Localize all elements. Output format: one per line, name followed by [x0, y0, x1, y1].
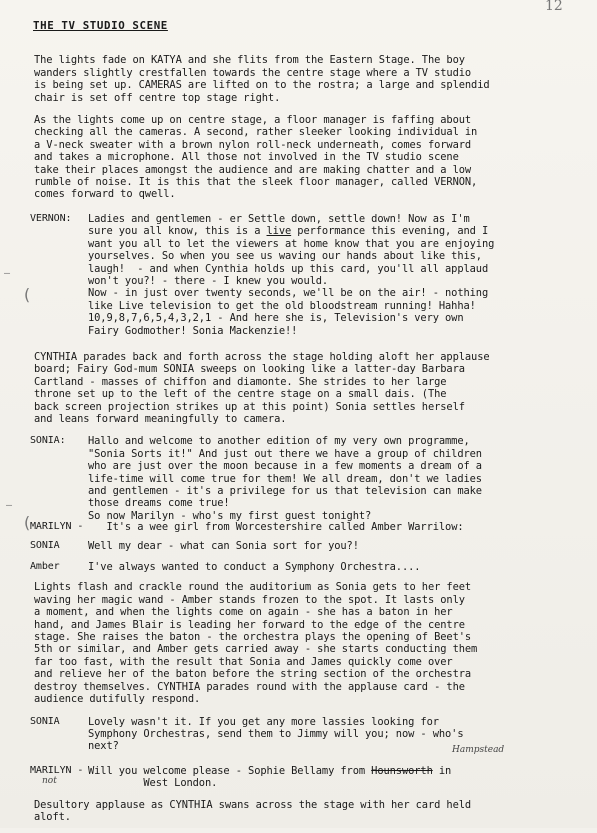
dialogue-sonia-2: [30, 540, 590, 552]
dialogue-line: It's a wee girl from Worcestershire called Amber Warrilow:: [88, 521, 464, 534]
margin-bracket-mark: (: [22, 513, 32, 532]
margin-dash-mark: —: [4, 268, 11, 279]
dialogue-line: Lovely wasn't it. If you get any more lassies looking for Symphony Orchestras, send them to Jimmy will you; now - who's next?: [88, 715, 464, 753]
struck-word: Hounsworth: [371, 764, 433, 777]
dialogue-line: Ladies and gentlemen - er Settle down, settle down! Now as I'm sure you all know, this is a live performance this evening, and I want you all to let the viewers at home know that you are enjoying yourselves. So when you see us waving our hands about like this, laugh! - and when Cynthia holds up this card, you'll all applaud won't you?! - there - I knew you would. Now - in just over twenty seconds, we'll be on the air! - nothing like Live television to get the old bloodstream running! Hahha! 10,9,8,7,6,5,4,3,2,1 - And here she is, Television's very own Fairy Godmother! Sonia Mackenzie!!: [88, 212, 495, 337]
scene-title: THE TV STUDIO SCENE: [33, 19, 168, 32]
dialogue-line: Well my dear - what can Sonia sort for you?!: [88, 539, 359, 552]
dialogue-amber: [30, 561, 590, 573]
speaker-name: SONIA: [30, 715, 60, 727]
page-number: 12: [545, 0, 563, 14]
margin-dash-mark: —: [6, 500, 13, 511]
dialogue-vernon: [30, 213, 590, 337]
speaker-name: VERNON:: [30, 212, 72, 224]
dialogue-line: Will you welcome please - Sophie Bellamy from Hounsworth in West London.: [88, 764, 452, 790]
stage-direction-4: Lights flash and crackle round the auditorium as Sonia gets to her feet waving her magic wand - Amber stands frozen to the spot. It lasts only a moment, and when the lights come on again - she has a baton in her hand, and James Blair is leading her forward to the edge of the centre stage. She raises the baton - the orchestra plays the opening of Beet's 5th or similar, and Amber gets carried away - she starts conducting them far too fast, with the result that Sonia and James quickly come over and relieve her of the baton before the string section of the orchestra destroy themselves. CYNTHIA parades round with the applause card - the audience dutifully respond.: [34, 581, 478, 706]
speaker-name: SONIA:: [30, 435, 66, 447]
handwritten-correction: Hampstead: [452, 745, 505, 755]
speaker-name: MARILYN -: [30, 764, 84, 776]
margin-bracket-mark: (: [22, 285, 32, 304]
stage-direction-1: The lights fade on KATYA and she flits from the Eastern Stage. The boy wanders slightly crestfallen towards the centre stage where a TV studio is being set up. CAMERAS are lifted on to the rostra; a large and splendid chair is set off centre top stage right.: [34, 54, 490, 104]
script-body: [30, 20, 590, 833]
emphasis-live: live: [266, 225, 292, 238]
handwritten-margin-note: not: [42, 776, 57, 786]
dialogue-marilyn-2: [30, 765, 590, 790]
stage-direction-3: CYNTHIA parades back and forth across the stage holding aloft her applause board; Fairy God-mum SONIA sweeps on looking like a latter-day Barbara Cartland - masses of chiffon and diamonte. She strides to her large throne set up to the left of the centre stage on a small dais. (The back screen projection strikes up at this point) Sonia settles herself and leans forward meaningfully to camera.: [34, 350, 490, 425]
dialogue-marilyn-1: [30, 521, 590, 533]
speaker-name: Amber: [30, 561, 60, 573]
stage-direction-5: Desultory applause as CYNTHIA swans across the stage with her card held aloft.: [34, 798, 472, 823]
dialogue-sonia-3: [30, 716, 590, 753]
stage-direction-2: As the lights come up on centre stage, a floor manager is faffing about checking all the cameras. A second, rather sleeker looking individual in a V-neck sweater with a brown nylon roll-neck underneath, comes forward and takes a microphone. All those not involved in the TV studio scene take their places amongst the audience and are making chatter and a low rumble of noise. It is this that the sleek floor manager, called VERNON, comes forward to qwell.: [34, 114, 478, 201]
dialogue-line: I've always wanted to conduct a Symphony Orchestra....: [88, 561, 421, 574]
speaker-name: MARILYN -: [30, 521, 84, 533]
speaker-name: SONIA: [30, 539, 60, 551]
dialogue-sonia-1: [30, 435, 590, 522]
dialogue-line: Hallo and welcome to another edition of my very own programme, "Sonia Sorts it!" And just out there we have a group of children who are just over the moon because in a few moments a dream of a life-time will come true for them! We all dream, don't we ladies and gentlemen - it's a privilege for us that television can make those dreams come true! So now Marilyn - who's my first guest tonight?: [88, 435, 482, 522]
